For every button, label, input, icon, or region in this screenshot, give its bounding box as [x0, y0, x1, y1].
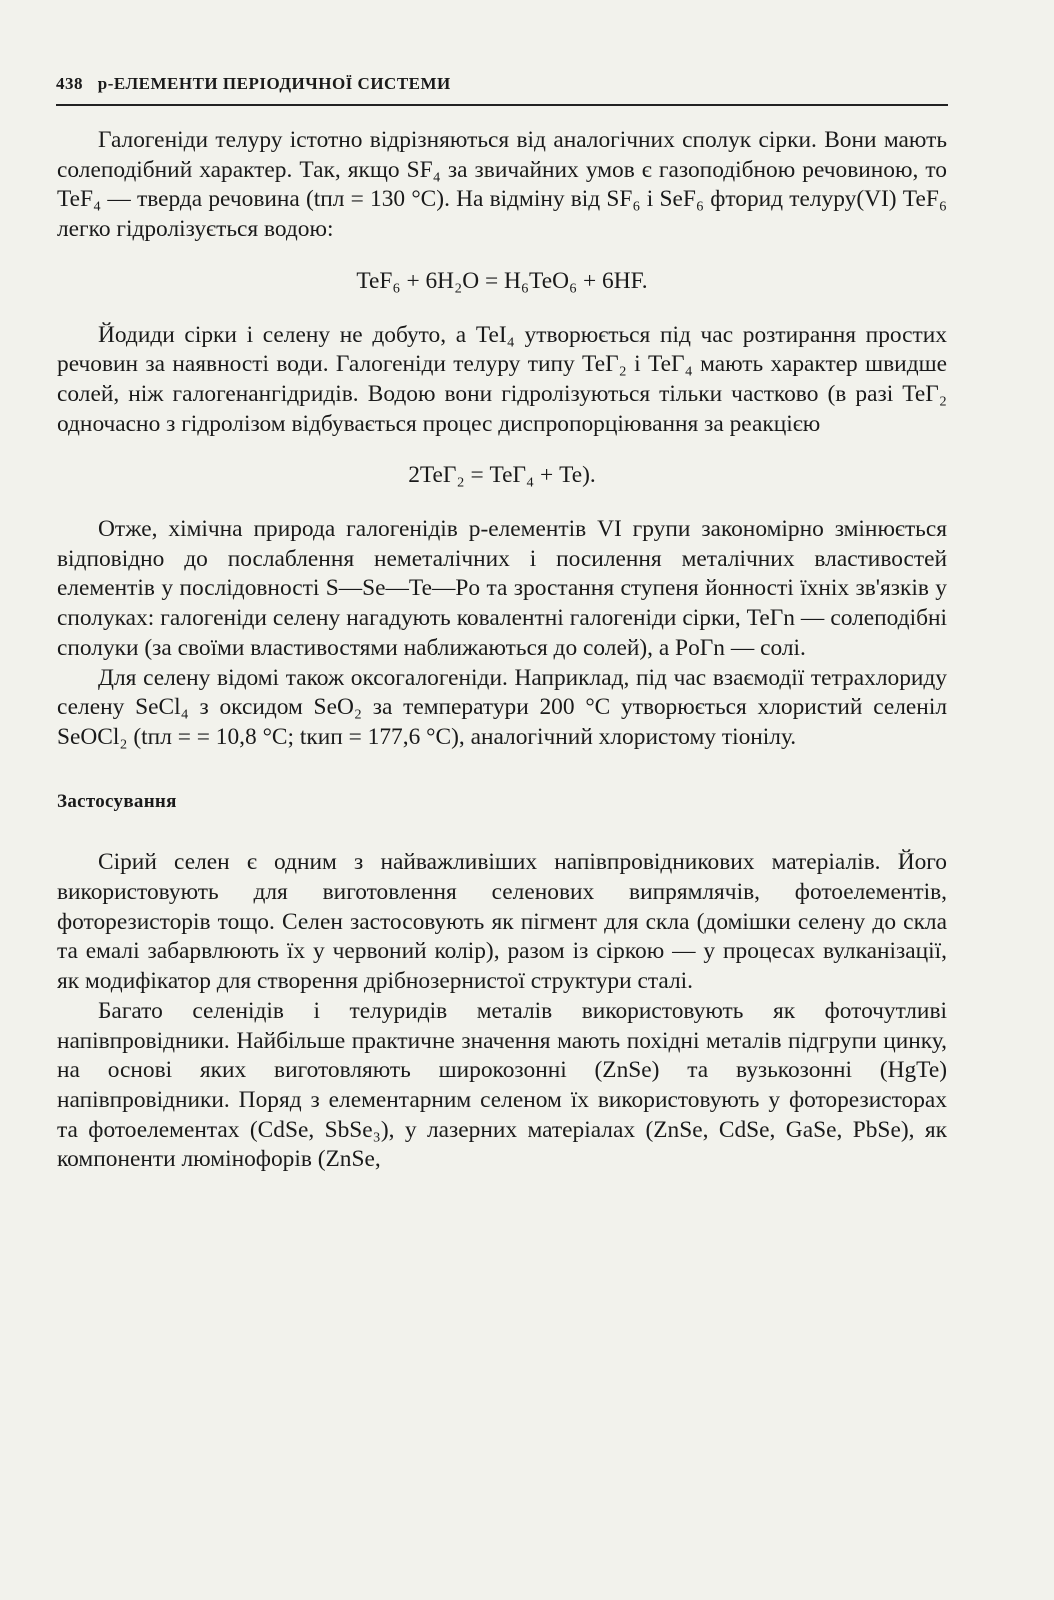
page-number: 438 [56, 74, 83, 93]
paragraph: Для селену відомі також оксогалогеніди. Наприклад, під час взаємодії тетрахлориду селену SeCl₄ з оксидом SeO₂ за температури 200 °C утворюється хлористий селеніл SeOCl₂ (tпл = = 10,8 °C; tкип = 177,6 °C), аналогічний хлористому тіонілу. [57, 664, 947, 750]
paragraph: Галогеніди телуру істотно відрізняються від аналогічних сполук сірки. Вони мають солеподібний характер. Так, якщо SF₄ за звичайних умов є газоподібною речовиною, то TeF₄ — тверда речовина (tпл = 130 °C). На відміну від SF₆ і SeF₆ фторид телуру(VI) TeF₆ легко гідролізується водою: [57, 127, 947, 243]
paragraph: Отже, хімічна природа галогенідів p-елементів VI групи закономірно змінюється відповідно до послаблення неметалічних і посилення металічних властивостей елементів у послідовності S—Se—Te—Po та зростання ступеня йонності їхніх зв'язків у сполуках: галогеніди селену нагадують ковалентні галогеніди сірки, TeГn — солеподібні сполуки (за своїми властивостями наближаються до солей), а PoГn — солі. [57, 516, 947, 661]
paragraph: Йодиди сірки і селену не добуто, а TeI₄ утворюється під час розтирання простих речовин за наявності води. Галогеніди телуру типу TeГ₂ і TeГ₄ мають характер швидше солей, ніж галогенангідридів. Водою вони гідролізуються тільки частково (в разі TeГ₂ одночасно з гідролізом відбувається процес диспропорціювання за реакцією [57, 321, 947, 437]
equation: 2TeГ₂ = TeГ₄ + Te). [408, 462, 596, 489]
header-rule [56, 104, 948, 106]
body-text [57, 126, 947, 1175]
running-header [56, 74, 948, 94]
equation: TeF₆ + 6H₂O = H₆TeO₆ + 6HF. [356, 267, 648, 294]
paragraph: Сірий селен є одним з найважливіших напівпровідникових матеріалів. Його використовують для виготовлення селенових випрямлячів, фотоелементів, фоторезисторів тощо. Селен застосовують як пігмент для скла (домішки селену до скла та емалі забарвлюють їх у червоний колір), разом із сіркою — у процесах вулканізації, як модифікатор для створення дрібнозернистої структури сталі. [57, 849, 947, 995]
paragraph: Багато селенідів і телуридів металів використовують як фоточутливі напівпровідники. Найбільше практичне значення мають похідні металів підгрупи цинку, на основі яких виготовляють широкозонні (ZnSe) та вузькозонні (HgTe) напівпровідники. Поряд з елементарним селеном їх використовують у фоторезисторах та фотоелементах (CdSe, SbSe₃), у лазерних матеріалах (ZnSe, CdSe, GaSe, PbSe), як компоненти люмінофорів (ZnSe, [57, 997, 947, 1173]
running-title: p-ЕЛЕМЕНТИ ПЕРІОДИЧНОЇ СИСТЕМИ [97, 74, 451, 93]
section-heading: Застосування [57, 790, 177, 812]
